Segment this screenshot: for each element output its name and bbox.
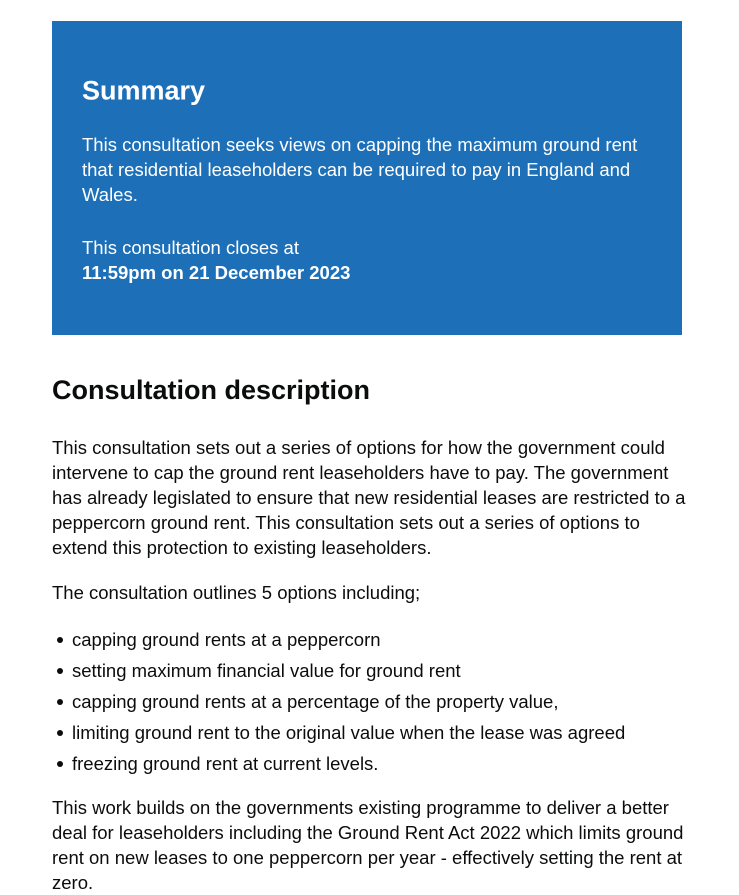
closes-date: 11:59pm on 21 December 2023 xyxy=(82,262,351,283)
bullet-icon xyxy=(57,730,63,736)
option-text: capping ground rents at a percentage of the property value, xyxy=(72,691,559,712)
list-item xyxy=(52,655,688,686)
summary-title: Summary xyxy=(82,75,206,106)
description-paragraph-2: The consultation outlines 5 options including; xyxy=(52,582,421,603)
option-text: setting maximum financial value for ground rent xyxy=(72,660,461,681)
option-text: capping ground rents at a peppercorn xyxy=(72,629,381,650)
closing-date-notice xyxy=(82,235,652,285)
description-paragraph-3: This work builds on the governments existing programme to deliver a better deal for leaseholders including the Ground Rent Act 2022 which limits ground rent on new leases to one peppercorn per year - effectively setting the rent at zero. xyxy=(52,797,684,893)
bullet-icon xyxy=(57,668,63,674)
closes-label: This consultation closes at xyxy=(82,237,299,258)
list-item xyxy=(52,624,688,655)
description-heading: Consultation description xyxy=(52,375,371,405)
bullet-icon xyxy=(57,761,63,767)
list-item xyxy=(52,717,688,748)
summary-panel xyxy=(52,21,682,335)
options-list xyxy=(52,624,688,779)
summary-text: This consultation seeks views on capping the maximum ground rent that residential leaseholders can be required to pay in England and Wales. xyxy=(82,134,638,205)
description-paragraph-1: This consultation sets out a series of options for how the government could intervene to cap the ground rent leaseholders have to pay. The government has already legislated to ensure that new residential leases are restricted to a peppercorn ground rent. This consultation sets out a series of options to extend this protection to existing leaseholders. xyxy=(52,437,686,558)
list-item xyxy=(52,748,688,779)
option-text: freezing ground rent at current levels. xyxy=(72,753,379,774)
list-item xyxy=(52,686,688,717)
bullet-icon xyxy=(57,637,63,643)
option-text: limiting ground rent to the original value when the lease was agreed xyxy=(72,722,626,743)
consultation-description-section xyxy=(52,370,692,893)
bullet-icon xyxy=(57,699,63,705)
